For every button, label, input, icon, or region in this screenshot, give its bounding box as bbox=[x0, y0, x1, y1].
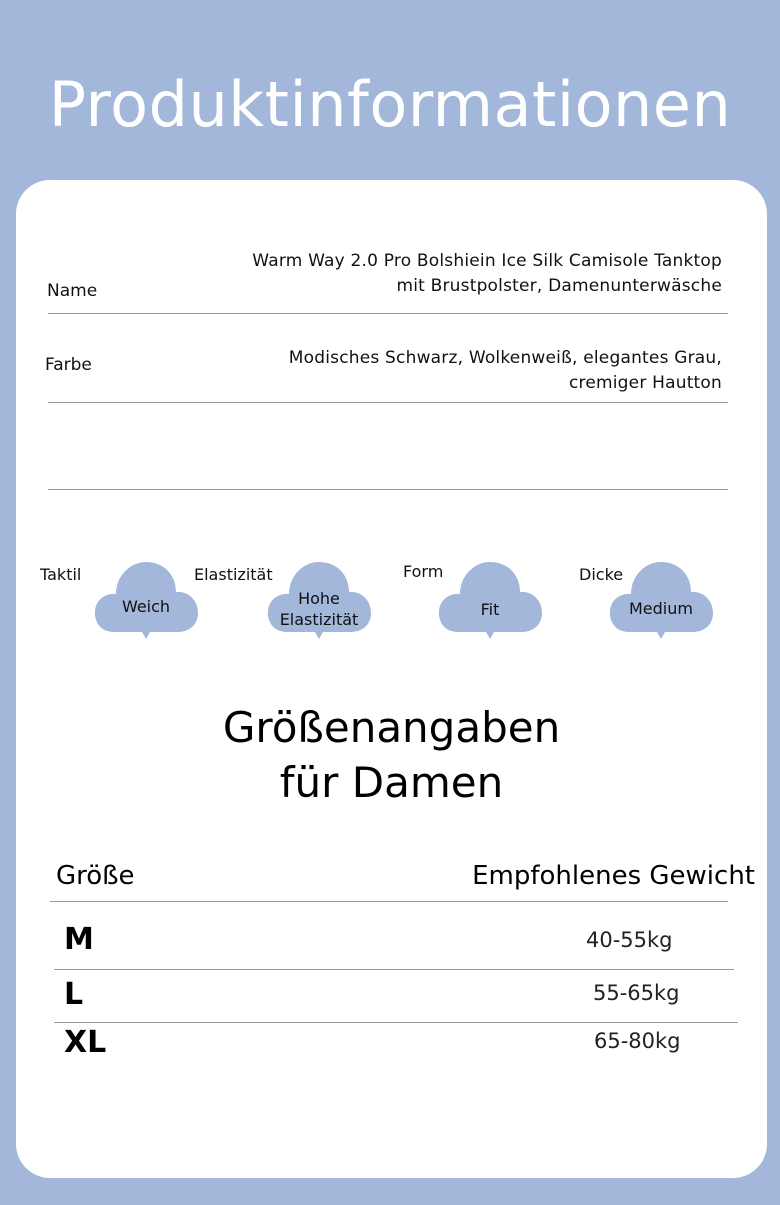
size-cell: L bbox=[64, 977, 84, 1012]
attribute-value-line1: Hohe bbox=[298, 589, 340, 608]
attribute-label-elastizitaet: Elastizität bbox=[194, 565, 273, 584]
weight-cell: 55-65kg bbox=[593, 981, 680, 1005]
cloud-badge-fit bbox=[436, 558, 544, 644]
divider bbox=[50, 901, 728, 902]
divider bbox=[54, 969, 734, 970]
attribute-value-hohe-elastizitaet bbox=[265, 588, 373, 630]
cloud-badge-medium bbox=[607, 558, 715, 644]
color-value-line2: cremiger Hautton bbox=[568, 373, 722, 393]
name-value bbox=[252, 249, 722, 299]
name-label: Name bbox=[47, 281, 98, 301]
column-header-size: Größe bbox=[56, 861, 135, 891]
cloud-badge-hohe-elastizitaet bbox=[265, 558, 373, 644]
divider bbox=[48, 313, 728, 314]
attribute-label-taktil: Taktil bbox=[40, 565, 82, 584]
column-header-weight: Empfohlenes Gewicht bbox=[472, 861, 755, 891]
color-label: Farbe bbox=[45, 355, 92, 375]
attribute-value-weich: Weich bbox=[121, 597, 171, 616]
color-value bbox=[289, 346, 722, 396]
attribute-label-form: Form bbox=[403, 562, 444, 581]
divider bbox=[54, 1022, 738, 1023]
size-cell: M bbox=[64, 922, 94, 957]
attribute-value-line2: Elastizität bbox=[279, 610, 359, 629]
attribute-label-dicke: Dicke bbox=[579, 565, 624, 584]
weight-cell: 65-80kg bbox=[594, 1029, 681, 1053]
name-value-line2: mit Brustpolster, Damenunterwäsche bbox=[396, 276, 722, 296]
divider bbox=[48, 402, 728, 403]
product-info-card bbox=[16, 180, 767, 1178]
size-cell: XL bbox=[64, 1025, 107, 1060]
cloud-badge-weich bbox=[92, 558, 200, 644]
weight-cell: 40-55kg bbox=[586, 928, 673, 952]
name-value-line1: Warm Way 2.0 Pro Bolshiein Ice Silk Camisole Tanktop bbox=[252, 251, 722, 271]
page-title: Produktinformationen bbox=[48, 68, 732, 141]
color-value-line1: Modisches Schwarz, Wolkenweiß, elegantes Grau, bbox=[288, 348, 722, 368]
size-title-line2: für Damen bbox=[279, 758, 504, 807]
size-section-title bbox=[16, 700, 767, 810]
size-title-line1: Größenangaben bbox=[222, 703, 561, 752]
attribute-value-medium: Medium bbox=[629, 599, 693, 618]
attribute-value-fit: Fit bbox=[480, 600, 500, 619]
divider bbox=[48, 489, 728, 490]
